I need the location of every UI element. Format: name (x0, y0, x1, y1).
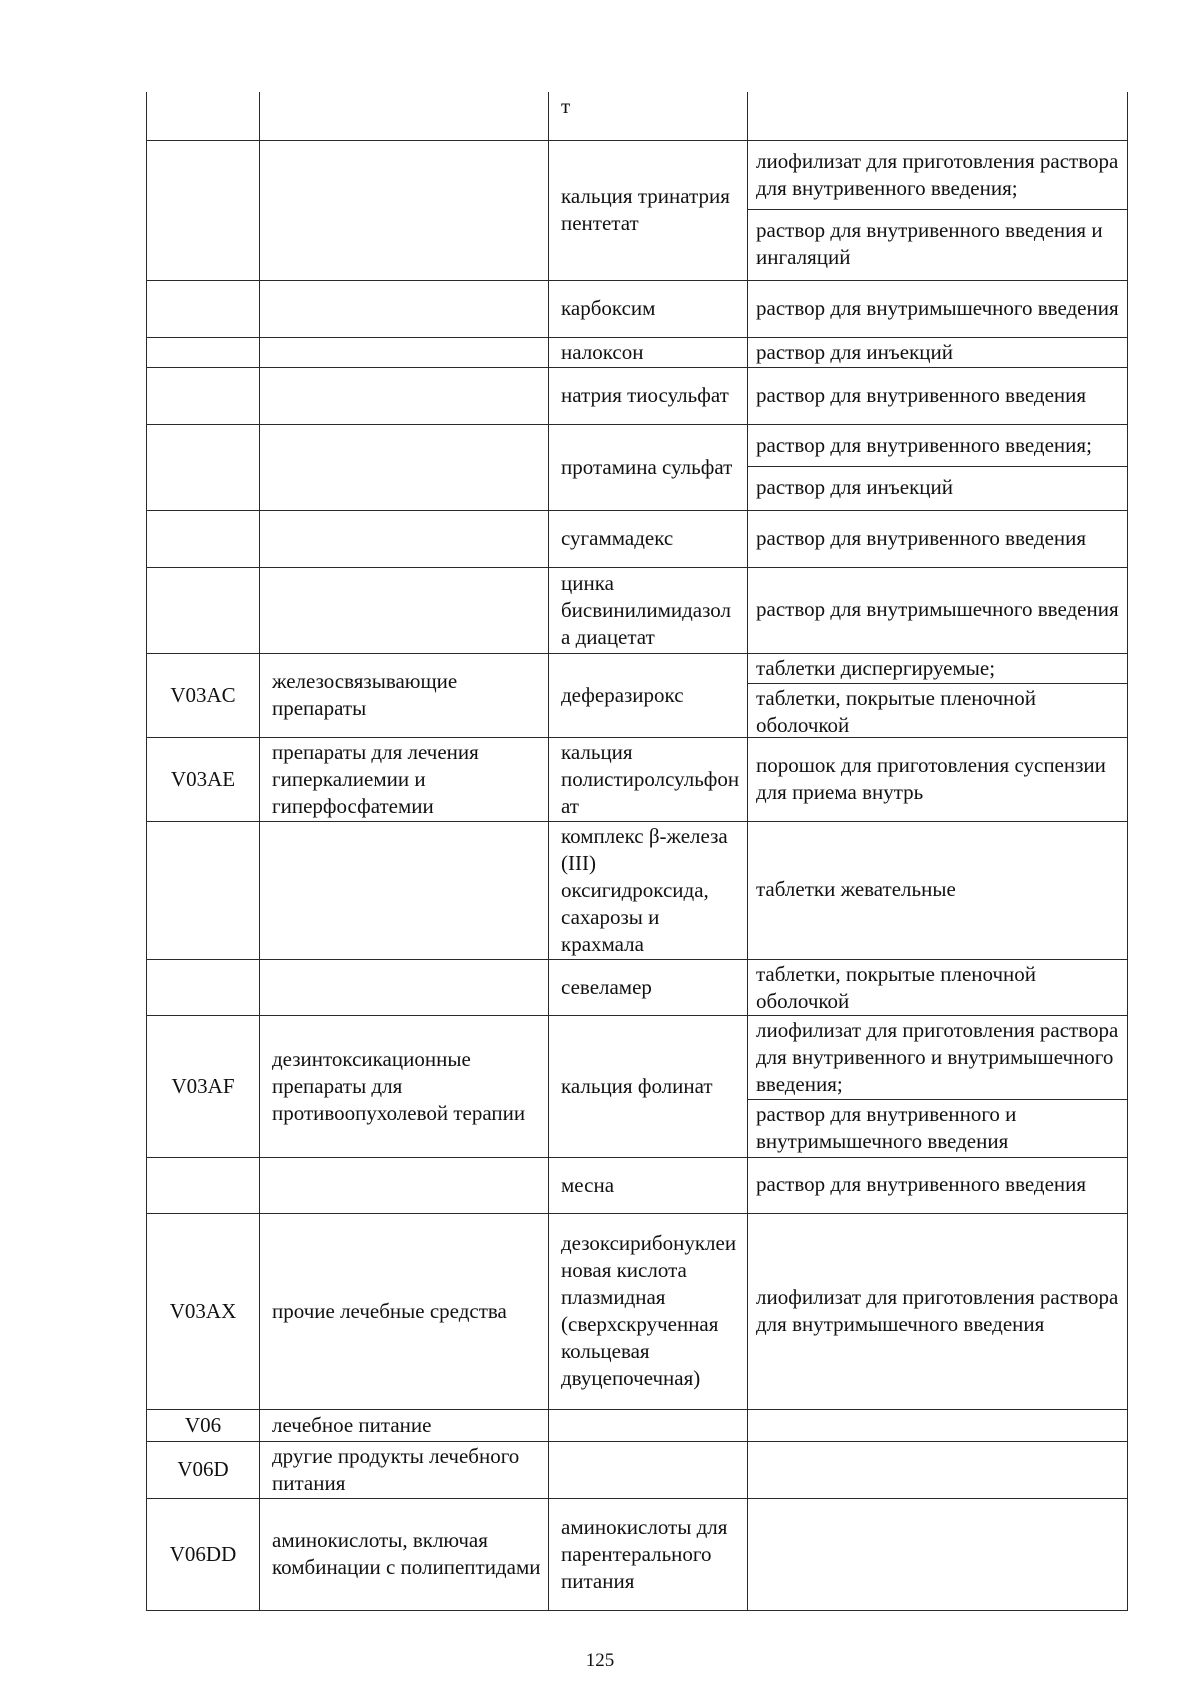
dosage-form-cell (748, 1213, 1128, 1409)
drug-name-cell: деферазирокс (549, 653, 748, 737)
drug-name-cell: карбоксим (549, 280, 748, 337)
dosage-form-cell (748, 1441, 1128, 1498)
dosage-form-list (748, 1499, 1127, 1609)
drug-name-cell: т (549, 92, 748, 140)
anatomical-group-cell: препараты для лечения гиперкалиемии и гиперфосфатемии (260, 737, 549, 821)
anatomical-group-cell (260, 959, 549, 1015)
dosage-form-list (748, 960, 1127, 1014)
drug-name-cell: месна (549, 1157, 748, 1213)
dosage-form-item: раствор для внутримышечного введения (756, 295, 1119, 320)
anatomical-group-cell: дезинтоксикационные препараты для противоопухолевой терапии (260, 1015, 549, 1157)
atc-code-cell: V03AE (147, 737, 260, 821)
atc-code-cell: V03AF (147, 1015, 260, 1157)
atc-code-cell: V06DD (147, 1498, 260, 1610)
dosage-form-list (748, 92, 1127, 138)
dosage-form-item: таблетки, покрытые пленочной оболочкой (748, 683, 1127, 738)
table-row (147, 653, 1128, 737)
table-row (147, 510, 1128, 567)
drug-name-cell: налоксон (549, 337, 748, 367)
dosage-form-item (748, 92, 1127, 138)
atc-code-cell (147, 1157, 260, 1213)
anatomical-group-cell (260, 1157, 549, 1213)
table-row (147, 1213, 1128, 1409)
anatomical-group-cell (260, 424, 549, 510)
table-row (147, 1157, 1128, 1213)
dosage-form-item: раствор для внутривенного введения; (756, 432, 1092, 457)
drug-name-cell: кальция тринатрия пентетат (549, 140, 748, 280)
drug-name-cell: натрия тиосульфат (549, 367, 748, 424)
atc-code-cell: V06 (147, 1409, 260, 1441)
table-row (147, 140, 1128, 280)
dosage-form-item: таблетки диспергируемые; (756, 655, 996, 680)
dosage-form-item: раствор для внутримышечного введения (756, 597, 1119, 621)
dosage-form-cell (748, 337, 1128, 367)
anatomical-group-cell: лечебное питание (260, 1409, 549, 1441)
atc-code-cell (147, 510, 260, 567)
table-row (147, 959, 1128, 1015)
anatomical-group-cell (260, 92, 549, 140)
atc-code-cell (147, 367, 260, 424)
atc-code-cell (147, 280, 260, 337)
dosage-form-list (748, 568, 1127, 652)
dosage-form-list (748, 338, 1127, 364)
dosage-form-list (748, 511, 1127, 566)
dosage-form-item: лиофилизат для приготовления раствора для внутривенного введения; (756, 148, 1119, 200)
drug-name-cell: цинка бисвинилимидазола диацетат (549, 567, 748, 653)
anatomical-group-cell (260, 510, 549, 567)
drug-name-cell: комплекс β-железа (III) оксигидроксида, сахарозы и крахмала (549, 821, 748, 959)
dosage-form-list (748, 654, 1127, 736)
dosage-form-cell (748, 821, 1128, 959)
drug-name-cell: кальция полистиролсульфонат (549, 737, 748, 821)
anatomical-group-cell: железосвязывающие препараты (260, 653, 549, 737)
drug-name-cell: аминокислоты для парентерального питания (549, 1498, 748, 1610)
dosage-form-list (748, 141, 1127, 279)
dosage-form-cell (748, 1498, 1128, 1610)
table-row (147, 424, 1128, 510)
dosage-form-list (748, 425, 1127, 509)
dosage-form-cell (748, 1157, 1128, 1213)
table-row (147, 1409, 1128, 1441)
drug-name-cell (549, 1409, 748, 1441)
dosage-form-cell (748, 1015, 1128, 1157)
table-row (147, 737, 1128, 821)
dosage-form-item: раствор для внутривенного введения (756, 525, 1087, 550)
drug-name-cell: протамина сульфат (549, 424, 748, 510)
atc-code-cell (147, 567, 260, 653)
atc-code-cell (147, 140, 260, 280)
table-row (147, 280, 1128, 337)
dosage-form-item: таблетки, покрытые пленочной оболочкой (756, 961, 1037, 1013)
dosage-form-item: раствор для внутривенного введения (756, 1172, 1087, 1196)
dosage-form-cell (748, 653, 1128, 737)
drug-name-cell: кальция фолинат (549, 1015, 748, 1157)
table-row (147, 1441, 1128, 1498)
table-row (147, 567, 1128, 653)
dosage-form-list (748, 368, 1127, 423)
dosage-form-item: раствор для инъекций (748, 466, 1127, 509)
dosage-form-list (748, 281, 1127, 336)
dosage-form-item (748, 1410, 1127, 1440)
table-row (147, 821, 1128, 959)
dosage-form-cell (748, 92, 1128, 140)
anatomical-group-cell: другие продукты лечебного питания (260, 1441, 549, 1498)
anatomical-group-cell (260, 821, 549, 959)
medication-table (146, 92, 1128, 1611)
dosage-form-item: порошок для приготовления суспензии для приема внутрь (756, 752, 1106, 804)
dosage-form-list (748, 1442, 1127, 1494)
anatomical-group-cell (260, 567, 549, 653)
dosage-form-cell (748, 367, 1128, 424)
dosage-form-item (748, 1499, 1127, 1609)
atc-code-cell (147, 959, 260, 1015)
table-row (147, 1498, 1128, 1610)
anatomical-group-cell: прочие лечебные средства (260, 1213, 549, 1409)
dosage-form-cell (748, 567, 1128, 653)
atc-code-cell (147, 337, 260, 367)
dosage-form-cell (748, 1409, 1128, 1441)
anatomical-group-cell: аминокислоты, включая комбинации с полипептидами (260, 1498, 549, 1610)
dosage-form-cell (748, 959, 1128, 1015)
dosage-form-item: раствор для внутривенного и внутримышечного введения (748, 1099, 1127, 1156)
dosage-form-list (748, 1158, 1127, 1212)
atc-code-cell: V03AC (147, 653, 260, 737)
dosage-form-cell (748, 280, 1128, 337)
anatomical-group-cell (260, 337, 549, 367)
table-row (147, 337, 1128, 367)
drug-name-cell: дезоксирибонуклеиновая кислота плазмидная (сверхскрученная кольцевая двуцепочечная) (549, 1213, 748, 1409)
dosage-form-cell (748, 424, 1128, 510)
anatomical-group-cell (260, 280, 549, 337)
atc-code-cell (147, 92, 260, 140)
dosage-form-cell (748, 140, 1128, 280)
dosage-form-cell (748, 510, 1128, 567)
atc-code-cell (147, 821, 260, 959)
dosage-form-item: лиофилизат для приготовления раствора для внутримышечного введения (756, 1284, 1119, 1336)
dosage-form-list (748, 1016, 1127, 1156)
table-body (147, 92, 1128, 1610)
drug-name-cell: севеламер (549, 959, 748, 1015)
atc-code-cell (147, 424, 260, 510)
dosage-form-item: раствор для инъекций (756, 339, 953, 364)
dosage-form-item: лиофилизат для приготовления раствора для внутривенного и внутримышечного введения; (756, 1017, 1119, 1096)
table-row (147, 1015, 1128, 1157)
dosage-form-item (748, 1442, 1127, 1494)
atc-code-cell: V03AX (147, 1213, 260, 1409)
anatomical-group-cell (260, 140, 549, 280)
dosage-form-item: таблетки жевательные (756, 877, 956, 901)
dosage-form-list (748, 738, 1127, 820)
drug-name-cell (549, 1441, 748, 1498)
atc-code-cell: V06D (147, 1441, 260, 1498)
dosage-form-list (748, 1410, 1127, 1440)
table-row (147, 367, 1128, 424)
dosage-form-cell (748, 737, 1128, 821)
drug-name-cell: сугаммадекс (549, 510, 748, 567)
dosage-form-item: раствор для внутривенного введения (756, 382, 1087, 407)
dosage-form-list (748, 822, 1127, 958)
dosage-form-list (748, 1214, 1127, 1408)
table-row (147, 92, 1128, 140)
page-number: 125 (585, 1650, 615, 1671)
anatomical-group-cell (260, 367, 549, 424)
dosage-form-item: раствор для внутривенного введения и ингаляций (748, 209, 1127, 279)
